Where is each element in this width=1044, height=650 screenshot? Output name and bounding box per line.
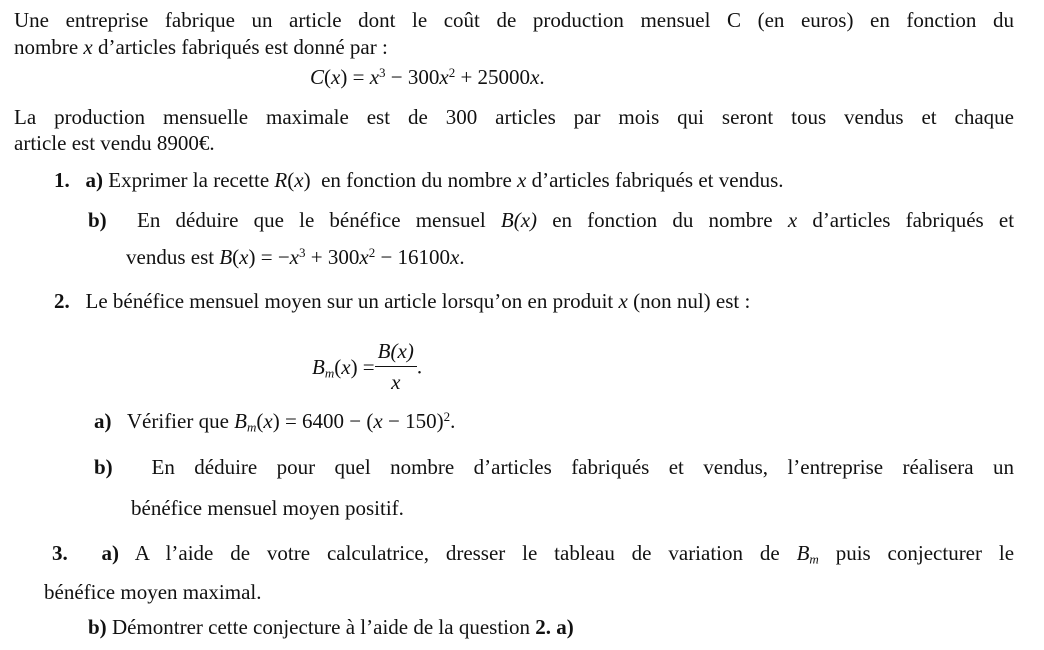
q3-a-line-1: 3. a) A l’aide de votre calculatrice, dresser le tableau de variation de $B_m$ puis conjecturer le: [52, 541, 1015, 567]
formula-bm-canonical: $B_m(x) = 6400 - (x - 150)^2$.: [234, 408, 456, 435]
q2-number: 2.: [54, 289, 70, 313]
intro-line-2: nombre x d’articles fabriqués est donné par :: [14, 35, 388, 59]
q3-b-label: b): [88, 615, 107, 639]
q1-b-line-1: b) En déduire que le bénéfice mensuel B(x) en fonction du nombre x d’articles fabriqués et: [88, 208, 1015, 232]
q1-a-label: a): [85, 168, 103, 192]
q3-b: b) Démontrer cette conjecture à l’aide de la question 2. a): [88, 615, 574, 639]
intro-line-3: La production mensuelle maximale est de 300 articles par mois qui seront tous vendus et chaque: [14, 105, 1014, 129]
intro-line-1: Une entreprise fabrique un article dont le coût de production mensuel C (en euros) en fonction du: [14, 8, 1014, 32]
formula-benefice-moyen: $B_m(x)$ = $\frac{B(x)}{x}$ .: [312, 339, 423, 395]
intro-line-4: article est vendu 8900€.: [14, 131, 215, 155]
fraction: $\frac{B(x)}{x}$: [375, 338, 417, 396]
q2-a-label: a): [94, 409, 112, 433]
formula-benefice: $B(x) = -x^3 + 300x^2 - 16100x$.: [219, 244, 465, 269]
q2-a: a) Vérifier que $B_m(x) = 6400 - (x - 150)^2$.: [94, 408, 456, 435]
q1-number: 1.: [54, 168, 70, 192]
q1-b-line-2: vendus est $B(x) = -x^3 + 300x^2 - 16100x$.: [126, 244, 465, 269]
q3-a-label: a): [101, 541, 119, 565]
recette-R: R(x): [274, 168, 311, 192]
q1-a: 1. a) Exprimer la recette R(x) en fonction du nombre x d’articles fabriqués et vendus.: [54, 168, 784, 192]
bm-symbol: $B_m$: [796, 541, 819, 567]
q2-b-label: b): [94, 455, 113, 479]
q1-b-label: b): [88, 208, 107, 232]
q2-b-line-2: bénéfice mensuel moyen positif.: [131, 496, 404, 520]
q3-a-line-2: bénéfice moyen maximal.: [44, 580, 262, 604]
q2-intro: 2. Le bénéfice mensuel moyen sur un article lorsqu’on en produit x (non nul) est :: [54, 289, 751, 313]
q3-number: 3.: [52, 541, 68, 565]
q2-b-line-1: b) En déduire pour quel nombre d’articles fabriqués et vendus, l’entreprise réalisera un: [94, 455, 1015, 479]
formula-cost: $C(x) = x^3 - 300x^2 + 25000x$.: [310, 64, 545, 89]
